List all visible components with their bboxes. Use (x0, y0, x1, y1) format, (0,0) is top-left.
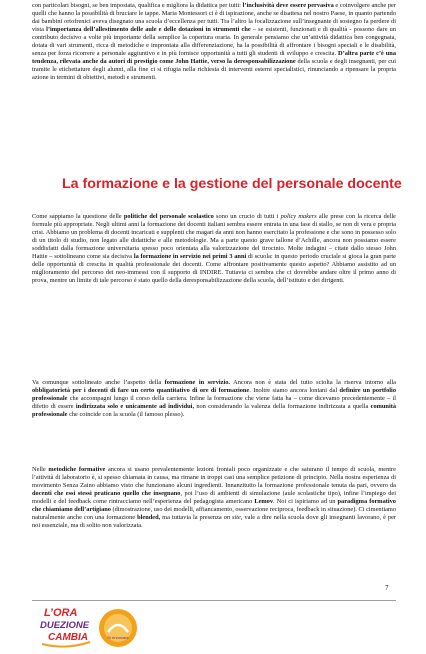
p0-run: della scuola e degli insegnanti, per cui tramite le etichettature degli alunni, alla fine ci si rifugia nella richiesta di interventi esterni specialistici, rinunciando a ripensare la propria azione in termini di obiettivi, metodi e strumenti. (32, 58, 396, 82)
p1-run: alle prese con la ricerca delle formule più appropriate. Negli ultimi anni la formazione dei docenti italiani sembra essere entrata in una fase di stallo, se non di vera e propria crisi. Abbiamo un problema di docenti incaricati e supplenti che magari da anni non hanno esercitato la professione e che sono in possesso solo di un titolo di studio, non legato alle didattiche e alle metodologie. Ma a parte questo grave tallone d’Achille, ancora non possiamo essere soddisfatti dalla formazione universitaria spesso poco orientata alla valorizzazione del tirocinio. Molte indagini – citate dallo stesso John Hattie – sottolineano come sia decisiva (32, 213, 396, 261)
logo-badge-text: Sì rinnovare (107, 635, 129, 640)
p2-run: . Inoltre siamo ancora lontani dal (249, 387, 340, 395)
p3-run: blended, (137, 514, 161, 522)
p0-run: – se esistenti, funzionati e di qualità - possono dare un contributo decisivo a volte più importante della semplice la copertura oraria. In generale pensiamo che un’attività didattica ben congegnata, dotata di vari strumenti, ricca di metodiche e improntata alla differenziazione, ha la possibilità di affrontare i bisogni speciali e le disabilità, senza per forza ricorrere a personale aggiuntivo e in più fornisce opportunità a tutti gli studenti di sviluppo e crescita. (32, 26, 396, 58)
p0-run: l’importanza dell’allestimento delle aule e delle dotazioni in strumenti che (46, 26, 251, 34)
p1-run: Come sappiamo la questione delle (32, 213, 124, 220)
ora-della-cambia-logo (38, 604, 94, 650)
rinnovare-badge-logo (96, 606, 140, 650)
p2-run: Ancora non è stata del tutto sciolta la riserva intorno alla (229, 379, 396, 386)
p2-run: definire un portfolio professionale (32, 387, 396, 403)
p1-run: policy makers (280, 213, 317, 220)
p2-run: formazione in servizio. (164, 379, 230, 386)
p3-run: ma tuttavia la presenza (160, 514, 224, 522)
p3-run: vale a dire nella scuola dove gli insegnanti lavorano, è per noi essenziale, ma di solito non valorizzata. (32, 514, 396, 530)
p0-run: con particolari bisogni, se ben impostata, qualifica e migliora la didattica per tutti: (32, 2, 243, 9)
page-number: 7 (385, 584, 389, 592)
p3-run: , poi l’uso di ambienti di simulazione (aule scolastiche tipo), infine l’impiego dei modelli e del feedback come rintracciamo nell’esperienza del pedagogista americano (32, 490, 397, 506)
p3-run: docenti che essi stessi praticano quello che insegnano (32, 490, 181, 498)
paragraph-inclusivity (32, 2, 396, 82)
p3-run: paradigma formativo che chiamiamo dell’artigiano (32, 498, 396, 514)
p1-run: di scuola: in questo periodo cruciale si gioca la gran parte delle opportunità di crescita in qualità professionale dei docenti. Come affrontare positivamente questo aspetto? Abbiamo assistito ad un miglioramento del percorso dei neo-immessi con il supporto di INDIRE. Tuttavia ci sembra che ci dovrebbe andare oltre il primo anno di prova, mentre un limite di tale percorso è stato quello della deresponsabilizzazione della scuola, dell’istituto e dei dirigenti. (32, 253, 396, 285)
p2-run: Va comunque sottolineato anche l’aspetto della (32, 379, 165, 386)
logo-text-line3: CAMBIA (48, 632, 88, 643)
p3-run: Lemov (254, 498, 274, 506)
p1-run: politiche del personale scolastico (123, 213, 214, 220)
p2-run: obbligatorietà per i docenti di fare un certo quantitativo di ore di formazione (32, 387, 250, 395)
p1-run: sono un crucio di tutti i (213, 213, 281, 220)
p2-run: indirizzata solo e unicamente ad individui, (75, 403, 195, 411)
p0-run: l’inclusività deve essere pervasiva (242, 2, 334, 9)
p3-run: metodiche formative (48, 466, 106, 473)
p0-run: D’altra parte c’è una tendenza, rilevata anche da autori di prestigio come John Hattie, verso la deresponsabilizzazione (32, 50, 396, 66)
p3-run: (dimostrazione, uso dei modelli, affiancamento, osservazione reciproca, feedback in situazione). Ci cimentiamo naturalmente anche con una formazione (32, 506, 397, 522)
p1-run: la formazione in servizio nei primi 3 anni (133, 253, 247, 261)
section-heading: La formazione e la gestione del personale docente (62, 176, 402, 192)
p2-run: che coincide con la scuola (il famoso plesso). (67, 411, 185, 419)
footer-divider (32, 600, 396, 601)
paragraph-inservice-training (32, 379, 396, 419)
paragraph-training-methods (32, 466, 396, 530)
paragraph-personnel-policy (32, 213, 396, 285)
p3-run: . Noi ci ispiriamo ad un (273, 498, 338, 506)
p3-run: on site, (223, 514, 243, 522)
p3-run: Nelle (32, 466, 49, 473)
p2-run: comunità professionale (32, 403, 396, 419)
p2-run: non considerando la valenza della formazione indirizzata a quella (194, 403, 371, 411)
p0-run: e coinvolgere anche per quelli che hanno la possibilità di bruciare le tappe. Maria Montessori ci è di ispirazione, anche se disattesa nel nostro Paese, in quanto partendo dai bambini ortofrenici aveva disegnato una scuola d’eccellenza per tutti. Tra l’altro la focalizzazione sull’insegnante di sostegno fa perdere di vista (32, 2, 396, 34)
logo-text-line1: L’ORA (44, 607, 78, 619)
p2-run: che accompagni lungo il corso della carriera. Infine la formazione che viene fatta ha – come dicevamo precedentemente – il difetto di essere (32, 395, 396, 411)
p3-run: ancora si usano prevalentemente lezioni frontali poco organizzate e che saturano il tempo di scuola, mentre l’attività di laboratorio è, si spesso chiamata in causa, ma rimane in troppi casi una semplice petizione di principio. Nella nostra esperienza di movimento Senza Zaino abbiamo visto che funzionano alcuni ingredienti. Innanzitutto la formazione professionale tenuta da pari, ovvero da (32, 466, 396, 490)
logo-text-line2: DUEZIONE (40, 620, 90, 631)
